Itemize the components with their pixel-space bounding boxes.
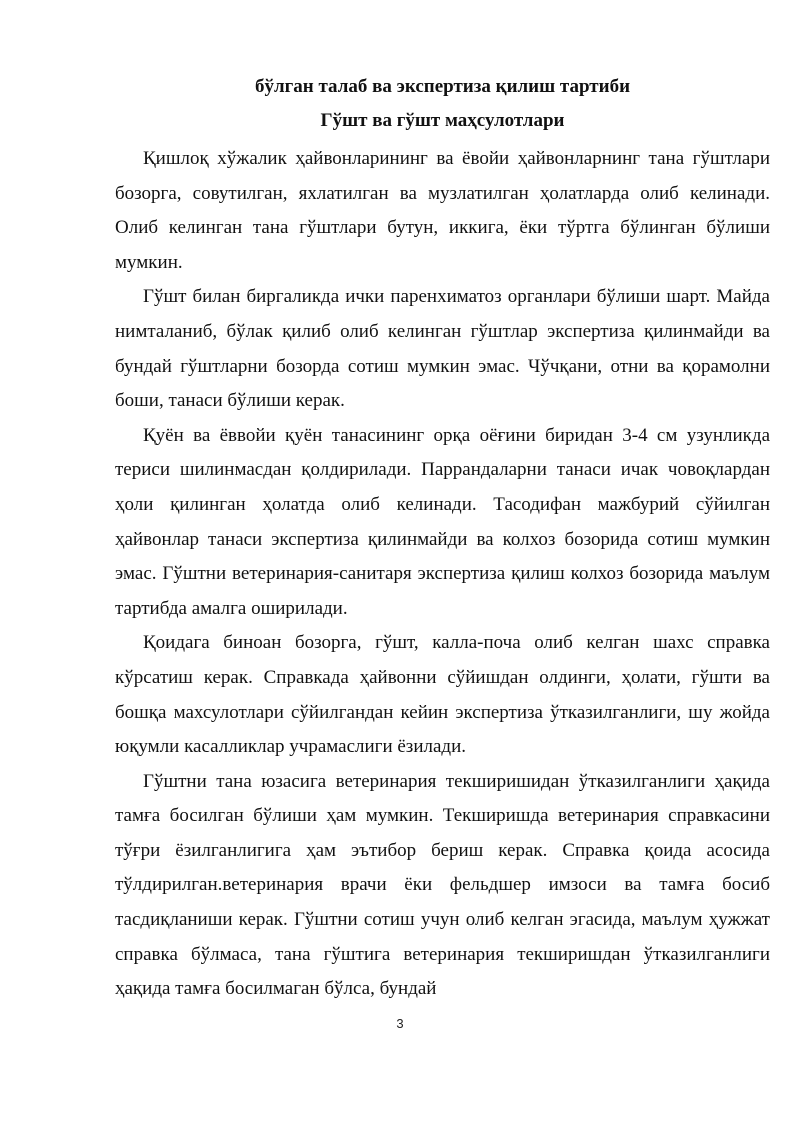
page-number: 3 [396, 1016, 404, 1031]
paragraph-3: Қуён ва ёввойи қуён танасининг орқа оёғини биридан 3-4 см узунликда териси шилинмасдан қолдирилади. Паррандаларни танаси ичак човоқлардан ҳоли қилинган ҳолатда олиб келинади. Тасодифан мажбурий сўйилган ҳайвонлар танаси экспертиза қилинмайди ва колхоз бозорида сотиш мумкин эмас. Гўштни ветеринария-санитаря экспертиза қилиш колхоз бозорида маълум тартибда амалга оширилади. [115, 424, 770, 619]
section-heading: бўлган талаб ва экспертиза қилиш тартиби [255, 76, 631, 97]
paragraph-5: Гўштни тана юзасига ветеринария текширишидан ўтказилганлиги ҳақида тамға босилган бўлиши ҳам мумкин. Текширишда ветеринария справкасини тўғри ёзилганлигига ҳам эътибор бериш керак. Справка қоида асосида тўлдирилган.ветеринария врачи ёки фельдшер имзоси ва тамға босиб тасдиқланиши керак. Гўштни сотиш учун олиб келган эгасида, маълум ҳужжат справка бўлмаса, тана гўштига ветеринария текширишдан ўтказилганлиги ҳақида тамға босилмаган бўлса, бундай [115, 770, 770, 1000]
paragraph-1: Қишлоқ хўжалик ҳайвонларининг ва ёвойи ҳайвонларнинг тана гўштлари бозорга, совутилган, яхлатилган ва музлатилган ҳолатларда олиб келинади. Олиб келинган тана гўштлари бутун, иккига, ёки тўртга бўлинган бўлиши мумкин. [115, 148, 770, 273]
paragraph-2: Гўшт билан биргаликда ички паренхиматоз органлари бўлиши шарт. Майда нимталаниб, бўлак қилиб олиб келинган гўштлар экспертиза қилинмайди ва бундай гўштларни бозорда сотиш мумкин эмас. Чўчқани, отни ва қорамолни боши, танаси бўлиши керак. [115, 286, 770, 412]
paragraph-4: Қоидага биноан бозорга, гўшт, калла-поча олиб келган шахс справка кўрсатиш керак. Справкада ҳайвонни сўйишдан олдинги, ҳолати, гўшти ва бошқа махсулотлари сўйилгандан кейин экспертиза ўтказилганлиги, шу жойда юқумли касалликлар учрамаслиги ёзилади. [115, 632, 770, 758]
document-page [115, 70, 770, 1007]
section-subheading: Гўшт ва гўшт маҳсулотлари [320, 110, 565, 131]
